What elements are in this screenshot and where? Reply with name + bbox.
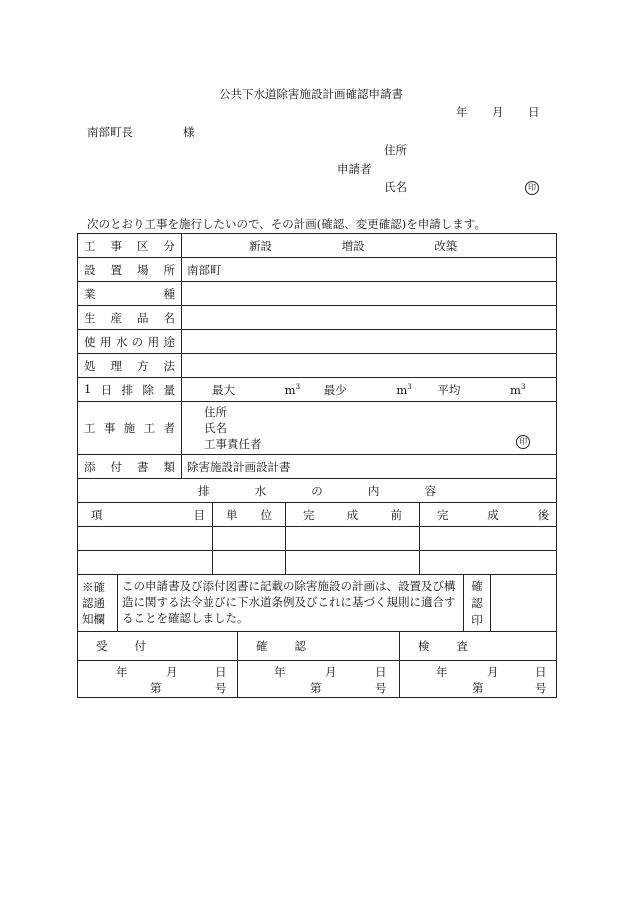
footer-reception-label: 受 付	[78, 632, 238, 660]
avg-label: 平均	[437, 382, 461, 397]
products-value[interactable]	[182, 306, 557, 330]
drainage-unit-cell[interactable]	[213, 527, 286, 551]
max-unit: $m^3$	[284, 382, 301, 397]
confirmation-text: この申請書及び添付図書に記載の除害施設の計画は、設置及び構造に関する法令並びに下水道条例及びこれに基づく規則に適合することを確認しました。	[118, 575, 464, 631]
applicant-address-label: 住所	[384, 143, 407, 157]
month-label: 月	[492, 105, 504, 119]
applicant-seal-icon: 印	[525, 179, 539, 195]
option-expand[interactable]: 増設	[341, 238, 365, 253]
day-label: 日	[528, 105, 540, 119]
water-use-value[interactable]	[182, 330, 557, 354]
industry-label: 業 種	[78, 282, 182, 306]
row-daily-discharge	[78, 378, 557, 402]
row-treatment	[78, 354, 557, 378]
row-products	[78, 306, 557, 330]
option-new[interactable]: 新設	[249, 238, 272, 253]
daily-discharge-values[interactable]	[182, 378, 557, 402]
drainage-title-row	[78, 479, 557, 503]
industry-value[interactable]	[182, 282, 557, 306]
attachments-value: 除害施設計画設計書	[182, 455, 557, 479]
min-label: 最少	[323, 382, 347, 397]
work-type-options	[182, 234, 557, 258]
footer-values-cell	[78, 661, 557, 698]
row-work-type	[78, 234, 557, 258]
row-contractor	[78, 402, 557, 455]
min-unit: $m^3$	[396, 382, 412, 397]
drainage-item-cell[interactable]	[78, 551, 213, 575]
location-value[interactable]: 南部町	[182, 258, 557, 282]
avg-unit: $m^3$	[510, 382, 526, 397]
max-label: 最大	[212, 382, 235, 397]
applicant-name-label: 氏名	[384, 180, 407, 194]
footer-values-row	[78, 661, 557, 698]
recipient-name: 南部町長	[87, 125, 133, 139]
footer-inspect-label: 検 査	[418, 639, 468, 653]
drainage-after-cell[interactable]	[420, 551, 557, 575]
intro-text: 次のとおり工事を施行したいので、その計画(確認、変更確認)を申請します。	[87, 217, 486, 231]
recipient-honorific: 様	[183, 125, 195, 139]
contractor-values[interactable]	[182, 402, 557, 455]
drainage-before-cell[interactable]	[286, 527, 420, 551]
col-after-header: 完 成 後	[420, 503, 557, 527]
footer-header-cell	[78, 632, 557, 661]
contractor-address-label: 住所	[204, 405, 227, 419]
drainage-item-cell[interactable]	[78, 527, 213, 551]
contractor-manager-label: 工事責任者	[204, 437, 262, 451]
treatment-label: 処 理 方 法	[78, 354, 182, 378]
option-rebuild[interactable]: 改築	[434, 238, 458, 253]
drainage-row	[78, 551, 557, 575]
document-title: 公共下水道除害施設計画確認申請書	[219, 87, 403, 101]
water-use-label: 使 用 水 の 用 途	[78, 330, 182, 354]
confirmation-cell	[78, 575, 557, 632]
contractor-label: 工 事 施 工 者	[78, 402, 182, 455]
confirmation-row	[78, 575, 557, 632]
contractor-name-label: 氏名	[204, 421, 227, 435]
row-water-use	[78, 330, 557, 354]
footer-inspect-values[interactable]: 年 月 日 第 号	[436, 665, 547, 695]
drainage-before-cell[interactable]	[286, 551, 420, 575]
drainage-unit-cell[interactable]	[213, 551, 286, 575]
footer-header-row	[78, 632, 557, 661]
drainage-after-cell[interactable]	[420, 527, 557, 551]
footer-confirm-label: 確 認	[238, 632, 400, 660]
year-label: 年	[456, 105, 468, 119]
footer-reception-values[interactable]: 年 月 日 第 号	[78, 661, 238, 697]
attachments-label: 添 付 書 類	[78, 455, 182, 479]
application-form-table	[77, 233, 557, 698]
applicant-label: 申請者	[337, 162, 372, 176]
contractor-seal-icon: 印	[516, 435, 530, 449]
location-label: 設 置 場 所	[78, 258, 182, 282]
row-location	[78, 258, 557, 282]
confirmation-label: ※確 認通 知欄	[78, 575, 118, 631]
products-label: 生 産 品 名	[78, 306, 182, 330]
col-before-header: 完 成 前	[286, 503, 420, 527]
drainage-row	[78, 527, 557, 551]
daily-discharge-label: 1 日 排 除 量	[78, 378, 182, 402]
confirmation-seal-box[interactable]	[491, 575, 556, 631]
treatment-value[interactable]	[182, 354, 557, 378]
footer-confirm-values[interactable]: 年 月 日 第 号	[238, 661, 400, 697]
drainage-title: 排 水 の 内 容	[78, 479, 557, 503]
row-attachments	[78, 455, 557, 479]
work-type-label: 工 事 区 分	[78, 234, 182, 258]
drainage-header-row	[78, 503, 557, 527]
col-unit-header: 単 位	[213, 503, 286, 527]
row-industry	[78, 282, 557, 306]
col-item-header: 項 目	[78, 503, 213, 527]
confirmation-seal-label: 確 認 印	[464, 575, 491, 631]
